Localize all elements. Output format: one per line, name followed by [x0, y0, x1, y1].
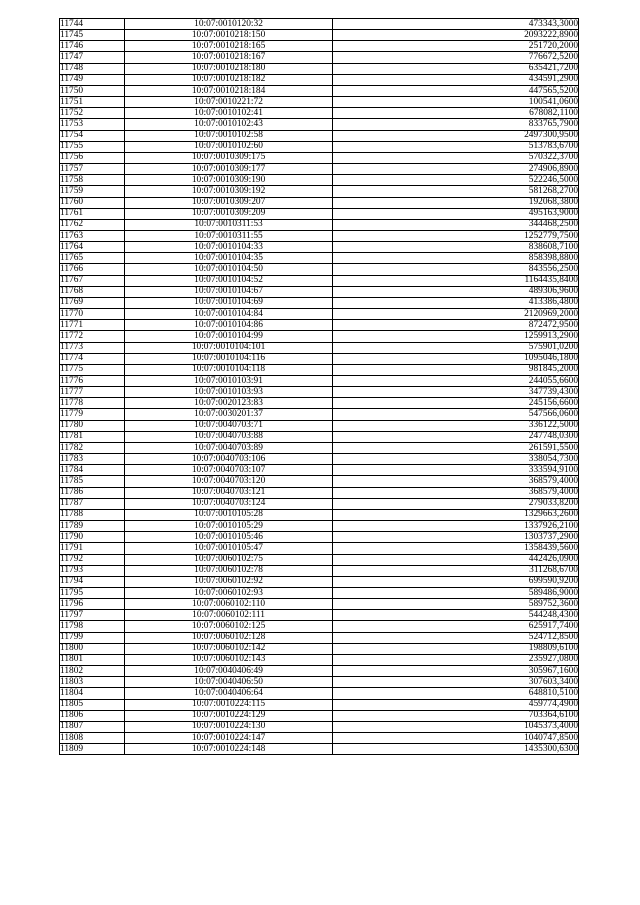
row-number-cell: 11758 [60, 175, 125, 186]
cadastral-number-cell: 10:07:0020123:83 [124, 398, 333, 409]
cadastral-number-cell: 10:07:0010103:93 [124, 387, 333, 398]
table-row [60, 97, 579, 108]
row-number-cell: 11806 [60, 710, 125, 721]
table-row [60, 364, 579, 375]
row-number-cell: 11773 [60, 342, 125, 353]
cadastral-number-cell: 10:07:0010105:29 [124, 521, 333, 532]
table-row [60, 331, 579, 342]
cadastral-number-cell: 10:07:0060102:92 [124, 576, 333, 587]
value-cell: 544248,4300 [333, 610, 579, 621]
value-cell: 344468,2500 [333, 219, 579, 230]
table-row [60, 309, 579, 320]
row-number-cell: 11799 [60, 632, 125, 643]
row-number-cell: 11752 [60, 108, 125, 119]
table-row [60, 19, 579, 30]
value-cell: 1259913,2900 [333, 331, 579, 342]
value-cell: 1358439,5600 [333, 543, 579, 554]
row-number-cell: 11784 [60, 465, 125, 476]
table-row [60, 398, 579, 409]
row-number-cell: 11745 [60, 30, 125, 41]
value-cell: 338054,7300 [333, 454, 579, 465]
row-number-cell: 11760 [60, 197, 125, 208]
table-row [60, 420, 579, 431]
cadastral-number-cell: 10:07:0010104:118 [124, 364, 333, 375]
value-cell: 434591,2900 [333, 74, 579, 85]
cadastral-number-cell: 10:07:0010218:184 [124, 85, 333, 96]
cadastral-number-cell: 10:07:0010102:43 [124, 119, 333, 130]
value-cell: 336122,5000 [333, 420, 579, 431]
row-number-cell: 11747 [60, 52, 125, 63]
cadastral-number-cell: 10:07:0010224:130 [124, 721, 333, 732]
value-cell: 251720,2000 [333, 41, 579, 52]
cadastral-number-cell: 10:07:0040703:88 [124, 431, 333, 442]
value-cell: 858398,8800 [333, 253, 579, 264]
row-number-cell: 11793 [60, 565, 125, 576]
value-cell: 489306,9600 [333, 286, 579, 297]
cadastral-number-cell: 10:07:0010224:147 [124, 733, 333, 744]
table-row [60, 152, 579, 163]
cadastral-number-cell: 10:07:0010221:72 [124, 97, 333, 108]
value-cell: 368579,4000 [333, 487, 579, 498]
value-cell: 589752,3600 [333, 599, 579, 610]
table-row [60, 175, 579, 186]
table-row [60, 108, 579, 119]
table-row [60, 208, 579, 219]
value-cell: 589486,9000 [333, 587, 579, 598]
table-row [60, 74, 579, 85]
table-row [60, 666, 579, 677]
cadastral-number-cell: 10:07:0030201:37 [124, 409, 333, 420]
value-cell: 699590,9200 [333, 576, 579, 587]
table-row [60, 565, 579, 576]
table-row [60, 654, 579, 665]
row-number-cell: 11746 [60, 41, 125, 52]
cadastral-number-cell: 10:07:0010309:175 [124, 152, 333, 163]
table-row [60, 353, 579, 364]
row-number-cell: 11765 [60, 253, 125, 264]
value-cell: 245156,6600 [333, 398, 579, 409]
value-cell: 524712,8500 [333, 632, 579, 643]
value-cell: 198809,6100 [333, 643, 579, 654]
value-cell: 981845,2000 [333, 364, 579, 375]
cadastral-number-cell: 10:07:0010218:182 [124, 74, 333, 85]
value-cell: 2120969,2000 [333, 309, 579, 320]
table-row [60, 320, 579, 331]
cadastral-number-cell: 10:07:0010104:67 [124, 286, 333, 297]
value-cell: 1045373,4000 [333, 721, 579, 732]
row-number-cell: 11761 [60, 208, 125, 219]
cadastral-number-cell: 10:07:0060102:93 [124, 587, 333, 598]
value-cell: 776672,5200 [333, 52, 579, 63]
value-cell: 872472,9500 [333, 320, 579, 331]
cadastral-number-cell: 10:07:0060102:78 [124, 565, 333, 576]
row-number-cell: 11759 [60, 186, 125, 197]
row-number-cell: 11776 [60, 376, 125, 387]
cadastral-number-cell: 10:07:0010104:50 [124, 264, 333, 275]
value-cell: 368579,4000 [333, 476, 579, 487]
value-cell: 305967,1600 [333, 666, 579, 677]
row-number-cell: 11803 [60, 677, 125, 688]
table-row [60, 699, 579, 710]
row-number-cell: 11751 [60, 97, 125, 108]
cadastral-number-cell: 10:07:0010103:91 [124, 376, 333, 387]
value-cell: 1095046,1800 [333, 353, 579, 364]
row-number-cell: 11771 [60, 320, 125, 331]
table-row [60, 476, 579, 487]
value-cell: 307603,3400 [333, 677, 579, 688]
cadastral-number-cell: 10:07:0010218:167 [124, 52, 333, 63]
table-row [60, 632, 579, 643]
value-cell: 311268,6700 [333, 565, 579, 576]
row-number-cell: 11802 [60, 666, 125, 677]
row-number-cell: 11796 [60, 599, 125, 610]
value-cell: 575901,0200 [333, 342, 579, 353]
cadastral-number-cell: 10:07:0010224:115 [124, 699, 333, 710]
table-row [60, 275, 579, 286]
table-row [60, 164, 579, 175]
row-number-cell: 11801 [60, 654, 125, 665]
row-number-cell: 11769 [60, 297, 125, 308]
table-row [60, 130, 579, 141]
row-number-cell: 11795 [60, 587, 125, 598]
row-number-cell: 11754 [60, 130, 125, 141]
table-row [60, 744, 579, 755]
value-cell: 1164435,8400 [333, 275, 579, 286]
row-number-cell: 11755 [60, 141, 125, 152]
cadastral-number-cell: 10:07:0040406:50 [124, 677, 333, 688]
row-number-cell: 11781 [60, 431, 125, 442]
value-cell: 413386,4800 [333, 297, 579, 308]
cadastral-number-cell: 10:07:0010311:55 [124, 230, 333, 241]
row-number-cell: 11750 [60, 85, 125, 96]
value-cell: 244055,6600 [333, 376, 579, 387]
cadastral-number-cell: 10:07:0010104:116 [124, 353, 333, 364]
table-row [60, 30, 579, 41]
cadastral-number-cell: 10:07:0010104:35 [124, 253, 333, 264]
cadastral-number-cell: 10:07:0060102:125 [124, 621, 333, 632]
cadastral-number-cell: 10:07:0040703:89 [124, 442, 333, 453]
value-cell: 648810,5100 [333, 688, 579, 699]
row-number-cell: 11785 [60, 476, 125, 487]
table-row [60, 677, 579, 688]
row-number-cell: 11768 [60, 286, 125, 297]
cadastral-number-cell: 10:07:0040703:107 [124, 465, 333, 476]
value-cell: 247748,0300 [333, 431, 579, 442]
table-row [60, 543, 579, 554]
cadastral-number-cell: 10:07:0060102:110 [124, 599, 333, 610]
value-cell: 279033,8200 [333, 498, 579, 509]
table-row [60, 521, 579, 532]
row-number-cell: 11757 [60, 164, 125, 175]
row-number-cell: 11779 [60, 409, 125, 420]
table-row [60, 52, 579, 63]
row-number-cell: 11749 [60, 74, 125, 85]
row-number-cell: 11762 [60, 219, 125, 230]
cadastral-number-cell: 10:07:0010102:41 [124, 108, 333, 119]
table-row [60, 286, 579, 297]
table-row [60, 431, 579, 442]
row-number-cell: 11777 [60, 387, 125, 398]
row-number-cell: 11807 [60, 721, 125, 732]
cadastral-number-cell: 10:07:0010104:99 [124, 331, 333, 342]
row-number-cell: 11763 [60, 230, 125, 241]
table-row [60, 576, 579, 587]
row-number-cell: 11774 [60, 353, 125, 364]
row-number-cell: 11753 [60, 119, 125, 130]
cadastral-number-cell: 10:07:0010224:148 [124, 744, 333, 755]
cadastral-number-cell: 10:07:0010104:52 [124, 275, 333, 286]
row-number-cell: 11786 [60, 487, 125, 498]
table-row [60, 587, 579, 598]
value-cell: 2093222,8900 [333, 30, 579, 41]
value-cell: 833765,7900 [333, 119, 579, 130]
cadastral-number-cell: 10:07:0010224:129 [124, 710, 333, 721]
value-cell: 442426,0900 [333, 554, 579, 565]
table-row [60, 442, 579, 453]
cadastral-number-cell: 10:07:0060102:128 [124, 632, 333, 643]
value-cell: 1252779,7500 [333, 230, 579, 241]
value-cell: 274906,8900 [333, 164, 579, 175]
table-row [60, 85, 579, 96]
row-number-cell: 11797 [60, 610, 125, 621]
cadastral-value-table [59, 18, 579, 755]
value-cell: 473343,3000 [333, 19, 579, 30]
value-cell: 459774,4900 [333, 699, 579, 710]
value-cell: 235927,0800 [333, 654, 579, 665]
row-number-cell: 11791 [60, 543, 125, 554]
table-row [60, 688, 579, 699]
cadastral-number-cell: 10:07:0040703:120 [124, 476, 333, 487]
cadastral-number-cell: 10:07:0040406:49 [124, 666, 333, 677]
cadastral-number-cell: 10:07:0010105:47 [124, 543, 333, 554]
table-row [60, 297, 579, 308]
row-number-cell: 11766 [60, 264, 125, 275]
cadastral-number-cell: 10:07:0010309:190 [124, 175, 333, 186]
row-number-cell: 11789 [60, 521, 125, 532]
row-number-cell: 11778 [60, 398, 125, 409]
value-cell: 192068,3800 [333, 197, 579, 208]
cadastral-number-cell: 10:07:0010104:86 [124, 320, 333, 331]
value-cell: 522246,5000 [333, 175, 579, 186]
cadastral-number-cell: 10:07:0040703:106 [124, 454, 333, 465]
cadastral-number-cell: 10:07:0010105:28 [124, 509, 333, 520]
value-cell: 347739,4300 [333, 387, 579, 398]
value-cell: 1040747,8500 [333, 733, 579, 744]
value-cell: 703364,6100 [333, 710, 579, 721]
cadastral-number-cell: 10:07:0010104:84 [124, 309, 333, 320]
cadastral-number-cell: 10:07:0010309:207 [124, 197, 333, 208]
table-row [60, 376, 579, 387]
cadastral-number-cell: 10:07:0040703:121 [124, 487, 333, 498]
table-row [60, 41, 579, 52]
value-cell: 2497300,9500 [333, 130, 579, 141]
cadastral-number-cell: 10:07:0010309:192 [124, 186, 333, 197]
cadastral-number-cell: 10:07:0060102:142 [124, 643, 333, 654]
row-number-cell: 11744 [60, 19, 125, 30]
value-cell: 1329663,2600 [333, 509, 579, 520]
value-cell: 333594,9100 [333, 465, 579, 476]
table-row [60, 465, 579, 476]
value-cell: 1435300,6300 [333, 744, 579, 755]
table-row [60, 242, 579, 253]
value-cell: 261591,5500 [333, 442, 579, 453]
table-row [60, 733, 579, 744]
cadastral-number-cell: 10:07:0010218:180 [124, 63, 333, 74]
value-cell: 838608,7100 [333, 242, 579, 253]
cadastral-number-cell: 10:07:0010102:58 [124, 130, 333, 141]
table-row [60, 710, 579, 721]
table-row [60, 230, 579, 241]
row-number-cell: 11756 [60, 152, 125, 163]
row-number-cell: 11767 [60, 275, 125, 286]
value-cell: 581268,2700 [333, 186, 579, 197]
row-number-cell: 11800 [60, 643, 125, 654]
cadastral-number-cell: 10:07:0010104:69 [124, 297, 333, 308]
table-row [60, 219, 579, 230]
cadastral-number-cell: 10:07:0010104:33 [124, 242, 333, 253]
value-cell: 447565,5200 [333, 85, 579, 96]
cadastral-number-cell: 10:07:0040703:71 [124, 420, 333, 431]
row-number-cell: 11794 [60, 576, 125, 587]
table-row [60, 454, 579, 465]
row-number-cell: 11748 [60, 63, 125, 74]
value-cell: 1337926,2100 [333, 521, 579, 532]
cadastral-number-cell: 10:07:0010120:32 [124, 19, 333, 30]
cadastral-number-cell: 10:07:0010104:101 [124, 342, 333, 353]
row-number-cell: 11805 [60, 699, 125, 710]
row-number-cell: 11782 [60, 442, 125, 453]
row-number-cell: 11808 [60, 733, 125, 744]
cadastral-number-cell: 10:07:0010102:60 [124, 141, 333, 152]
row-number-cell: 11775 [60, 364, 125, 375]
row-number-cell: 11790 [60, 532, 125, 543]
value-cell: 625917,7400 [333, 621, 579, 632]
table-row [60, 119, 579, 130]
table-row [60, 487, 579, 498]
row-number-cell: 11788 [60, 509, 125, 520]
value-cell: 570322,3700 [333, 152, 579, 163]
value-cell: 513783,6700 [333, 141, 579, 152]
row-number-cell: 11772 [60, 331, 125, 342]
table-row [60, 253, 579, 264]
table-row [60, 643, 579, 654]
value-cell: 1303737,2900 [333, 532, 579, 543]
table-row [60, 186, 579, 197]
row-number-cell: 11783 [60, 454, 125, 465]
row-number-cell: 11780 [60, 420, 125, 431]
table-row [60, 554, 579, 565]
cadastral-number-cell: 10:07:0060102:111 [124, 610, 333, 621]
cadastral-number-cell: 10:07:0040703:124 [124, 498, 333, 509]
cadastral-number-cell: 10:07:0010309:177 [124, 164, 333, 175]
table-row [60, 197, 579, 208]
value-cell: 100541,0600 [333, 97, 579, 108]
table-row [60, 610, 579, 621]
cadastral-number-cell: 10:07:0010218:165 [124, 41, 333, 52]
table-row [60, 141, 579, 152]
cadastral-number-cell: 10:07:0040406:64 [124, 688, 333, 699]
cadastral-number-cell: 10:07:0010311:53 [124, 219, 333, 230]
row-number-cell: 11809 [60, 744, 125, 755]
cadastral-number-cell: 10:07:0010105:46 [124, 532, 333, 543]
cadastral-number-cell: 10:07:0010218:150 [124, 30, 333, 41]
row-number-cell: 11792 [60, 554, 125, 565]
table-row [60, 621, 579, 632]
value-cell: 843556,2500 [333, 264, 579, 275]
cadastral-number-cell: 10:07:0060102:143 [124, 654, 333, 665]
cadastral-number-cell: 10:07:0060102:75 [124, 554, 333, 565]
row-number-cell: 11770 [60, 309, 125, 320]
table-row [60, 509, 579, 520]
table-row [60, 599, 579, 610]
cadastral-number-cell: 10:07:0010309:209 [124, 208, 333, 219]
table-row [60, 387, 579, 398]
value-cell: 547566,0600 [333, 409, 579, 420]
table-row [60, 63, 579, 74]
table-body [60, 19, 579, 755]
value-cell: 678082,1100 [333, 108, 579, 119]
row-number-cell: 11798 [60, 621, 125, 632]
table-row [60, 264, 579, 275]
row-number-cell: 11764 [60, 242, 125, 253]
table-row [60, 409, 579, 420]
row-number-cell: 11787 [60, 498, 125, 509]
value-cell: 495163,9000 [333, 208, 579, 219]
row-number-cell: 11804 [60, 688, 125, 699]
table-row [60, 532, 579, 543]
table-row [60, 721, 579, 732]
table-row [60, 498, 579, 509]
table-row [60, 342, 579, 353]
value-cell: 635421,7200 [333, 63, 579, 74]
